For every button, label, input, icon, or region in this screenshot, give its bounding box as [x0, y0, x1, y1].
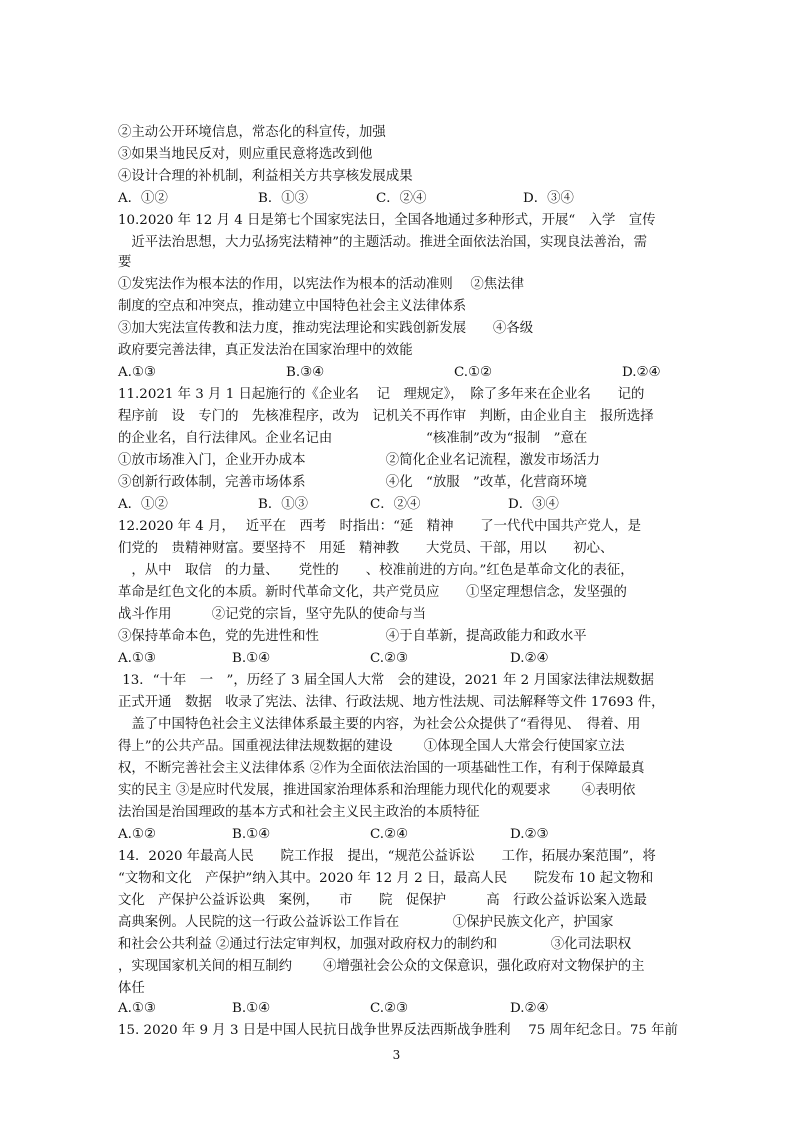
q9-option-a: A．①②: [118, 191, 168, 206]
page-number: 3: [392, 1048, 401, 1062]
q9-option-d: D．③④: [523, 191, 574, 206]
q14-line-2: “文物和文化 产保护”纳入其中。2020 年 12 月 2 日，最高人民 院发布 10 起文物和: [118, 871, 654, 886]
q13-line-6: 实的民主 ③是应时代发展，推进国家治理体系和治理能力现代化的观要求 ④表明依: [118, 783, 636, 798]
q10-line-3: 要: [118, 255, 132, 270]
q14-line-7: 体任: [118, 981, 145, 996]
q11-line-1: 11.2021 年 3 月 1 日起施行的《企业名 记 理规定》， 除了多年来在企业名 记的: [118, 387, 645, 402]
q12-line-2: 们党的 贵精神财富。要坚持不 用延 精神教 大党员、干部，用以 初心、: [118, 541, 614, 556]
q10-line-5: 制度的空点和冲突点，推动建立中国特色社会主义法律体系: [118, 299, 467, 314]
q10-line-4: ①发宪法作为根本法的作用，以宪法作为根本的活动准则 ②焦法律: [118, 277, 524, 292]
q12-options: [118, 649, 698, 669]
q12-line-5: 战斗作用 ②记党的宗旨，坚守先队的使命与当: [118, 607, 426, 622]
q10-line-7: 政府要完善法律，真正发法治在国家治理中的效能: [118, 343, 413, 358]
q9-option-c: C．②④: [376, 191, 427, 206]
q14-option-b: B.①④: [232, 1001, 271, 1016]
q14-line-3: 文化 产保护公益诉讼典 案例， 市 院 促保护 高 行政公益诉讼案入选最: [118, 893, 647, 908]
q11-line-4: ①放市场准入门，企业开办成本 ②简化企业名记流程，激发市场活力: [118, 453, 601, 468]
q9-line-3: ③如果当地民反对，则应重民意将选改到他: [118, 147, 373, 162]
q12-option-c: C.②③: [370, 651, 409, 666]
q10-option-c: C.①②: [454, 365, 493, 380]
q12-line-1: 12.2020 年 4 月， 近平在 西考 时指出：“延 精神 了一代代中国共产党人，是: [118, 519, 641, 534]
q12-option-a: A.①③: [118, 651, 156, 666]
q11-line-3: 的企业名，自行法律风。企业名记由 “核准制”改为“报制 ”意在: [118, 431, 588, 446]
q13-option-a: A.①②: [118, 827, 156, 842]
q13-line-5: 权，不断完善社会主义法律体系 ②作为全面依法治国的一项基础性工作，有利于保障最真: [118, 761, 645, 776]
q12-option-d: D.②④: [510, 651, 549, 666]
q14-line-4: 高典案例。人民院的这一行政公益诉讼工作旨在 ①保护民族文化产，护国家: [118, 915, 614, 930]
q12-line-3: ，从中 取信 的力量、 党性的 、校准前进的方向。”红色是革命文化的表征，: [118, 563, 634, 578]
q10-option-d: D.②④: [622, 365, 661, 380]
q11-option-b: B．①③: [258, 497, 309, 512]
q13-line-2: 正式开通 数据 收录了宪法、法律、行政法规、地方性法规、司法解释等文件 17693 件，: [118, 695, 665, 710]
q13-option-d: D.②③: [510, 827, 549, 842]
q11-option-c: C．②④: [370, 497, 421, 512]
q14-option-c: C.②③: [370, 1001, 409, 1016]
q13-option-c: C.②④: [370, 827, 409, 842]
q9-line-4: ④设计合理的补机制，利益相关方共享核发展成果: [118, 169, 413, 184]
q15-line-1: 15. 2020 年 9 月 3 日是中国人民抗日战争世界反法西斯战争胜利 75 周年纪念日。75 年前: [118, 1023, 678, 1038]
q11-line-2: 程序前 设 专门的 先核准程序，改为 记机关不再作审 判断，由企业自主 报所选择: [118, 409, 654, 424]
q10-line-6: ③加大宪法宣传教和法力度，推动宪法理论和实践创新发展 ④各级: [118, 321, 534, 336]
q10-option-b: B.③④: [286, 365, 325, 380]
q11-line-5: ③创新行政体制，完善市场体系 ④化 “放服 ”改革，化营商环境: [118, 475, 587, 490]
q11-options: [118, 495, 698, 515]
q12-line-4: 革命是红色文化的本质。新时代革命文化，共产党员应 ①坚定理想信念，发坚强的: [118, 585, 627, 600]
q13-options: [118, 825, 698, 845]
q13-line-3: 盖了中国特色社会主义法律体系最主要的内容，为社会公众提供了“看得见、 得着、用: [118, 717, 641, 732]
q13-line-1: 13．“十年 一 ”，历经了 3 届全国人大常 会的建设，2021 年 2 月国家法律法规数据: [118, 673, 654, 688]
q14-line-6: ，实现国家机关间的相互制约 ④增强社会公众的文保意识，强化政府对文物保护的主: [118, 959, 645, 974]
q13-option-b: B.①④: [232, 827, 271, 842]
q14-option-a: A.①③: [118, 1001, 156, 1016]
q12-line-6: ③保持革命本色，党的先进性和性 ④于自革新，提高政能力和政水平: [118, 629, 587, 644]
q13-line-7: 法治国是治国理政的基本方式和社会主义民主政治的本质特征: [118, 805, 480, 820]
q11-option-d: D．③④: [508, 497, 559, 512]
q9-options: [118, 189, 698, 209]
q14-options: [118, 999, 698, 1019]
q10-option-a: A.①③: [118, 365, 156, 380]
q10-line-2: 近平法治思想，大力弘扬宪法精神”的主题活动。推进全面依法治国，实现良法善治，需: [118, 235, 648, 250]
q9-option-b: B．①③: [258, 191, 309, 206]
q12-option-b: B.①④: [232, 651, 271, 666]
q10-line-1: 10.2020 年 12 月 4 日是第七个国家宪法日，全国各地通过多种形式，开展“ 入学 宣传: [118, 213, 656, 228]
q10-options: [118, 363, 698, 383]
q11-option-a: A．①②: [118, 497, 168, 512]
q14-line-5: 和社会公共利益 ②通过行法定审判权，加强对政府权力的制约和 ③化司法职权: [118, 937, 632, 952]
q14-option-d: D.②④: [510, 1001, 549, 1016]
q14-line-1: 14．2020 年最高人民 院工作报 提出，“规范公益诉讼 工作，拓展办案范围”，将: [118, 849, 656, 864]
q9-line-2: ②主动公开环境信息，常态化的科宣传，加强: [118, 125, 386, 140]
q13-line-4: 得上”的公共产品。国重视法律法规数据的建设 ①体现全国人大常会行使国家立法: [118, 739, 625, 754]
